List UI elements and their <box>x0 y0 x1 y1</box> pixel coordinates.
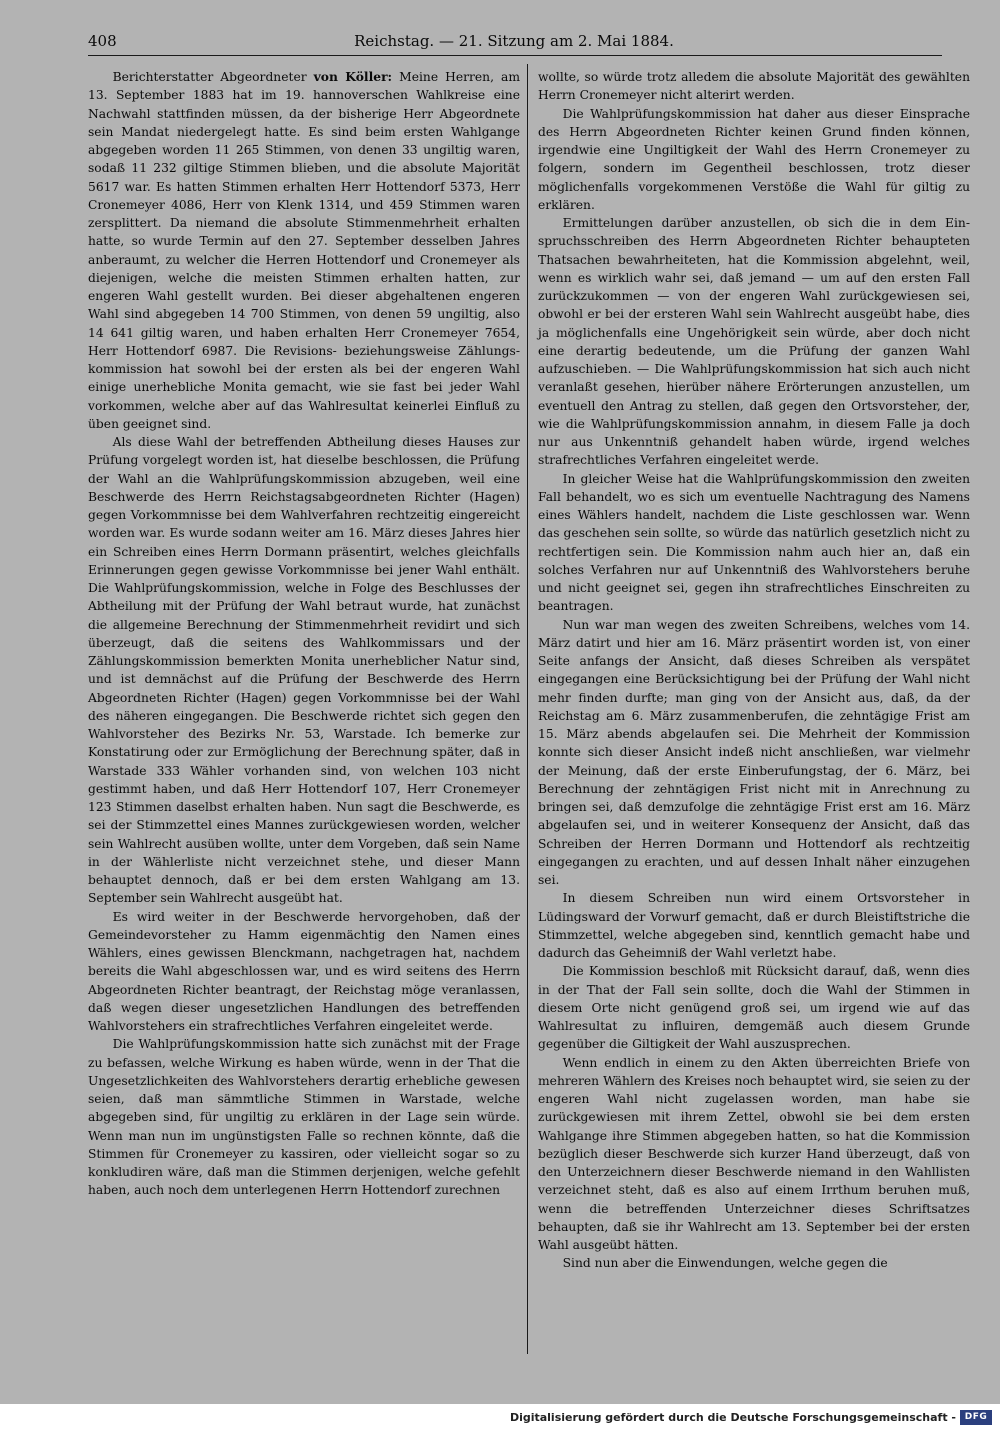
paragraph-text: Meine Herren, am 13. September 1883 hat im 19. hannoverschen Wahlkreise eine Nachwahl stattfinden müssen, da der bisherige Herr Abgeordnete sein Mandat niedergelegt hatte. Es sind beim ersten Wahlgange abgegeben worden 11 265 Stimmen, von denen 33 ungiltig waren, sodaß 11 232 giltige Stimmen blieben, und die absolute Majorität 5617 war. Es hatten Stimmen erhalten Herr Hottendorf 5373, Herr Cronemeyer 4086, Herr von Klenk 1314, und 459 Stimmen waren zersplittert. Da niemand die absolute Stimmenmehrheit erhalten hatte, so wurde Termin auf den 27. September desselben Jahres anberaumt, zu welcher die Herren Hottendorf und Cronemeyer als diejenigen, welche die meisten Stimmen erhalten hatten, zur engeren Wahl gestellt wurden. Bei dieser abgehaltenen engeren Wahl sind abgegeben 14 700 Stimmen, von denen 59 ungiltig, also 14 641 giltig waren, und haben erhalten Herr Cronemeyer 7654, Herr Hottendorf 6987. Die Revisions- beziehungsweise Zählungskommission hat sowohl bei der ersten als bei der engeren Wahl einige unerhebliche Monita gemacht, wie sie fast bei jeder Wahl vorkommen, welche aber auf das Wahlresultat keinerlei Einfluß zu üben geeignet sind. <box>88 70 520 431</box>
header-rule <box>88 55 942 56</box>
paragraph-continuation: wollte, so würde trotz alledem die absolute Majorität des gewählten Herrn Cronemeyer nicht alterirt werden. <box>538 70 970 103</box>
footer <box>0 1404 1000 1432</box>
paragraph: Sind nun aber die Einwendungen, welche gegen die <box>562 1256 888 1271</box>
paragraph: In diesem Schreiben nun wird einem Ortsvorsteher in Lüdingsward der Vorwurf gemacht, daß er durch Bleistiftstriche die Stimmzettel, welche abgegeben sind, kenntlich gemacht habe und dadurch das Geheimniß der Wahl verletzt habe. <box>538 891 970 960</box>
paragraph: Die Kommission beschloß mit Rücksicht darauf, daß, wenn dies in der That der Fall sein sollte, doch die Wahl der Stimmen in diesem Orte nicht genügend groß sei, um irgend wie auf das Wahlresultat zu influiren, demgemäß auch diesem Grunde gegenüber die Giltigkeit der Wahl auszusprechen. <box>538 964 970 1052</box>
paragraph: Ermittelungen darüber anzustellen, ob sich die in dem Einspruchsschreiben des Herrn Abgeordneten Richter behaupteten Thatsachen bewahrheiteten, hat die Kommission abgelehnt, weil, wenn es wirklich wahr sei, daß jemand — um auf den ersten Fall zurückzukommen — von der engeren Wahl zurückgewiesen sei, obwohl er bei der ersteren Wahl sein Wahlrecht ausgeübt habe, dies ja möglichenfalls eine Ungehörigkeit sein würde, aber doch nicht eine derartig bedeutende, um die Prüfung der ganzen Wahl aufzuschieben. — Die Wahlprüfungskommission hat sich auch nicht veranlaßt gesehen, hierüber nähere Erörterungen anzustellen, um eventuell den Antrag zu stellen, daß gegen den Ortsvorsteher, der, wie die Wahlprüfungskommission annahm, in diesem Falle ja doch nur aus Unkenntniß gehandelt haben würde, irgend welches strafrechtliches Verfahren eingeleitet werde. <box>538 216 970 468</box>
paragraph: Wenn endlich in einem zu den Akten überreichten Briefe von mehreren Wählern des Kreises noch behauptet wird, sie seien zu der engeren Wahl nicht zugelassen worden, man habe sie zurückgewiesen mit ihrem Zettel, obwohl sie bei dem ersten Wahlgange ihre Stimmen abgegeben hatten, so hat die Kommission bezüglich dieser Beschwerde sich kurzer Hand überzeugt, daß von den Unterzeichnern dieser Beschwerde niemand in den Wahllisten verzeichnet steht, daß es also auf einem Irrthum beruhen muß, wenn die betreffenden Unterzeichner dieses Schriftsatzes behaupten, daß sie ihr Wahlrecht am 13. September bei der ersten Wahl ausgeübt hätten. <box>538 1055 970 1252</box>
column-divider <box>527 64 528 1354</box>
paragraph: Die Wahlprüfungskommission hat daher aus dieser Einsprache des Herrn Abgeordneten Richter keinen Grund finden können, irgendwie eine Ungiltigkeit der Wahl des Herrn Cronemeyer zu folgern, sondern im Gegentheil beschlossen, trotz dieser möglichenfalls vorgekommenen Verstöße die Wahl für giltig zu erklären. <box>538 106 970 212</box>
funding-credit: Digitalisierung gefördert durch die Deutsche Forschungsgemeinschaft - <box>509 1411 956 1424</box>
running-head <box>88 32 940 52</box>
dfg-logo: DFG <box>960 1410 992 1425</box>
page-number: 408 <box>88 32 117 50</box>
speaker-intro: Berichterstatter Abgeordneter <box>112 70 314 84</box>
paragraph <box>88 68 520 433</box>
paragraph: Es wird weiter in der Beschwerde hervorgehoben, daß der Gemeindevorsteher zu Hamm eigenmächtig den Namen eines Wählers, eines gewissen Blenckmann, nachgetragen hat, nachdem bereits die Wahl abgeschlossen war, und es wird seitens des Herrn Abgeordneten Richter beantragt, der Reichstag möge veranlassen, daß wegen dieser ungesetzlichen Handlungen des betreffenden Wahlvorstehers ein strafrechtliches Verfahren eingeleitet werde. <box>88 909 520 1033</box>
paragraph: Als diese Wahl der betreffenden Abtheilung dieses Hauses zur Prüfung vorgelegt worden ist, hat dieselbe beschlossen, die Prüfung der Wahl an die Wahlprüfungskommission abzugeben, weil eine Beschwerde des Herrn Reichstagsabgeordneten Richter (Hagen) gegen Vorkommnisse bei dem Wahlverfahren rechtzeitig eingereicht worden war. Es wurde sodann weiter am 16. März dieses Jahres hier ein Schreiben eines Herrn Dormann präsentirt, welches gleichfalls Erinnerungen gegen gewisse Vorkommnisse bei jener Wahl enthält. Die Wahlprüfungskommission, welche in Folge des Beschlusses der Abtheilung mit der Prüfung der Wahl betraut wurde, hat zunächst die allgemeine Berechnung der Stimmenmehrheit revidirt und sich überzeugt, daß die seitens des Wahlkommissars und der Zählungskommission bemerkten Monita unerheblicher Natur sind, und ist demnächst auf die Prüfung der Beschwerde des Herrn Abgeordneten Richter (Hagen) gegen Vorkommnisse bei der Wahl des näheren eingegangen. Die Beschwerde richtet sich gegen den Wahlvorsteher des Bezirks Nr. 53, Warstade. Ich bemerke zur Konstatirung oder zur Ermöglichung der Berechnung später, daß in Warstade 333 Wähler vorhanden sind, von welchen 103 nicht gestimmt haben, und daß Herr Hottendorf 107, Herr Cronemeyer 123 Stimmen daselbst erhalten haben. Nun sagt die Beschwerde, es sei der Stimmzettel eines Mannes zurückgewiesen worden, welcher sein Wahlrecht ausüben wollte, unter dem Vorgeben, daß sein Name in der Wählerliste nicht verzeichnet stehe, und dieser Mann behauptet dennoch, daß er bei dem ersten Wahlgang am 13. September sein Wahlrecht ausgeübt hat. <box>88 435 520 906</box>
paragraph: Die Wahlprüfungskommission hatte sich zunächst mit der Frage zu befassen, welche Wirkung es haben würde, wenn in der That die Ungesetzlichkeiten des Wahlvorstehers derartig erhebliche gewesen seien, daß man sämmtliche Stimmen in Warstade, welche abgegeben sind, für ungiltig zu erklären in der Lage sein würde. Wenn man nun im ungünstigsten Falle so rechnen könnte, daß die Stimmen für Cronemeyer zu kassiren, oder vielleicht sogar so zu konkludiren wäre, daß man die Stimmen derjenigen, welche gefehlt haben, auch noch dem unterlegenen Herrn Hottendorf zurechnen <box>88 1037 520 1198</box>
page-title: Reichstag. — 21. Sitzung am 2. Mai 1884. <box>354 32 674 50</box>
right-column <box>538 68 970 1273</box>
left-column <box>88 68 520 1200</box>
speaker-name: von Köller: <box>313 69 393 84</box>
paragraph: Nun war man wegen des zweiten Schreibens, welches vom 14. März datirt und hier am 16. März präsentirt worden ist, von einer Seite anfangs der Ansicht, daß dieses Schreiben als verspätet eingegangen eine Berücksichtigung bei der Prüfung der Wahl nicht mehr finden durfte; man ging von der Ansicht aus, daß, da der Reichstag am 6. März zusammenberufen, die zehntägige Frist am 15. März abends abgelaufen sei. Die Mehrheit der Kommission konnte sich dieser Ansicht indeß nicht anschließen, war vielmehr der Meinung, daß der erste Einberufungstag, der 6. März, bei Berechnung der zehntägigen Frist nicht mit in Anrechnung zu bringen sei, daß demzufolge die zehntägige Frist erst am 16. März abgelaufen sei, und in weiterer Konsequenz der Ansicht, daß das Schreiben der Herren Dormann und Hottendorf als rechtzeitig eingegangen zu erachten, und auf dessen Inhalt näher einzugehen sei. <box>538 617 970 887</box>
paragraph: In gleicher Weise hat die Wahlprüfungskommission den zweiten Fall behandelt, wo es sich um eventuelle Nachtragung des Namens eines Wählers handelt, nachdem die Liste geschlossen war. Wenn das geschehen sein sollte, so würde das natürlich gesetzlich nicht zu rechtfertigen sein. Die Kommission nahm auch hier an, daß ein solches Verfahren nur auf Unkenntniß des Wahlvorstehers beruhe und nicht geeignet sei, gegen ihn strafrechtliches Einschreiten zu beantragen. <box>538 471 970 614</box>
